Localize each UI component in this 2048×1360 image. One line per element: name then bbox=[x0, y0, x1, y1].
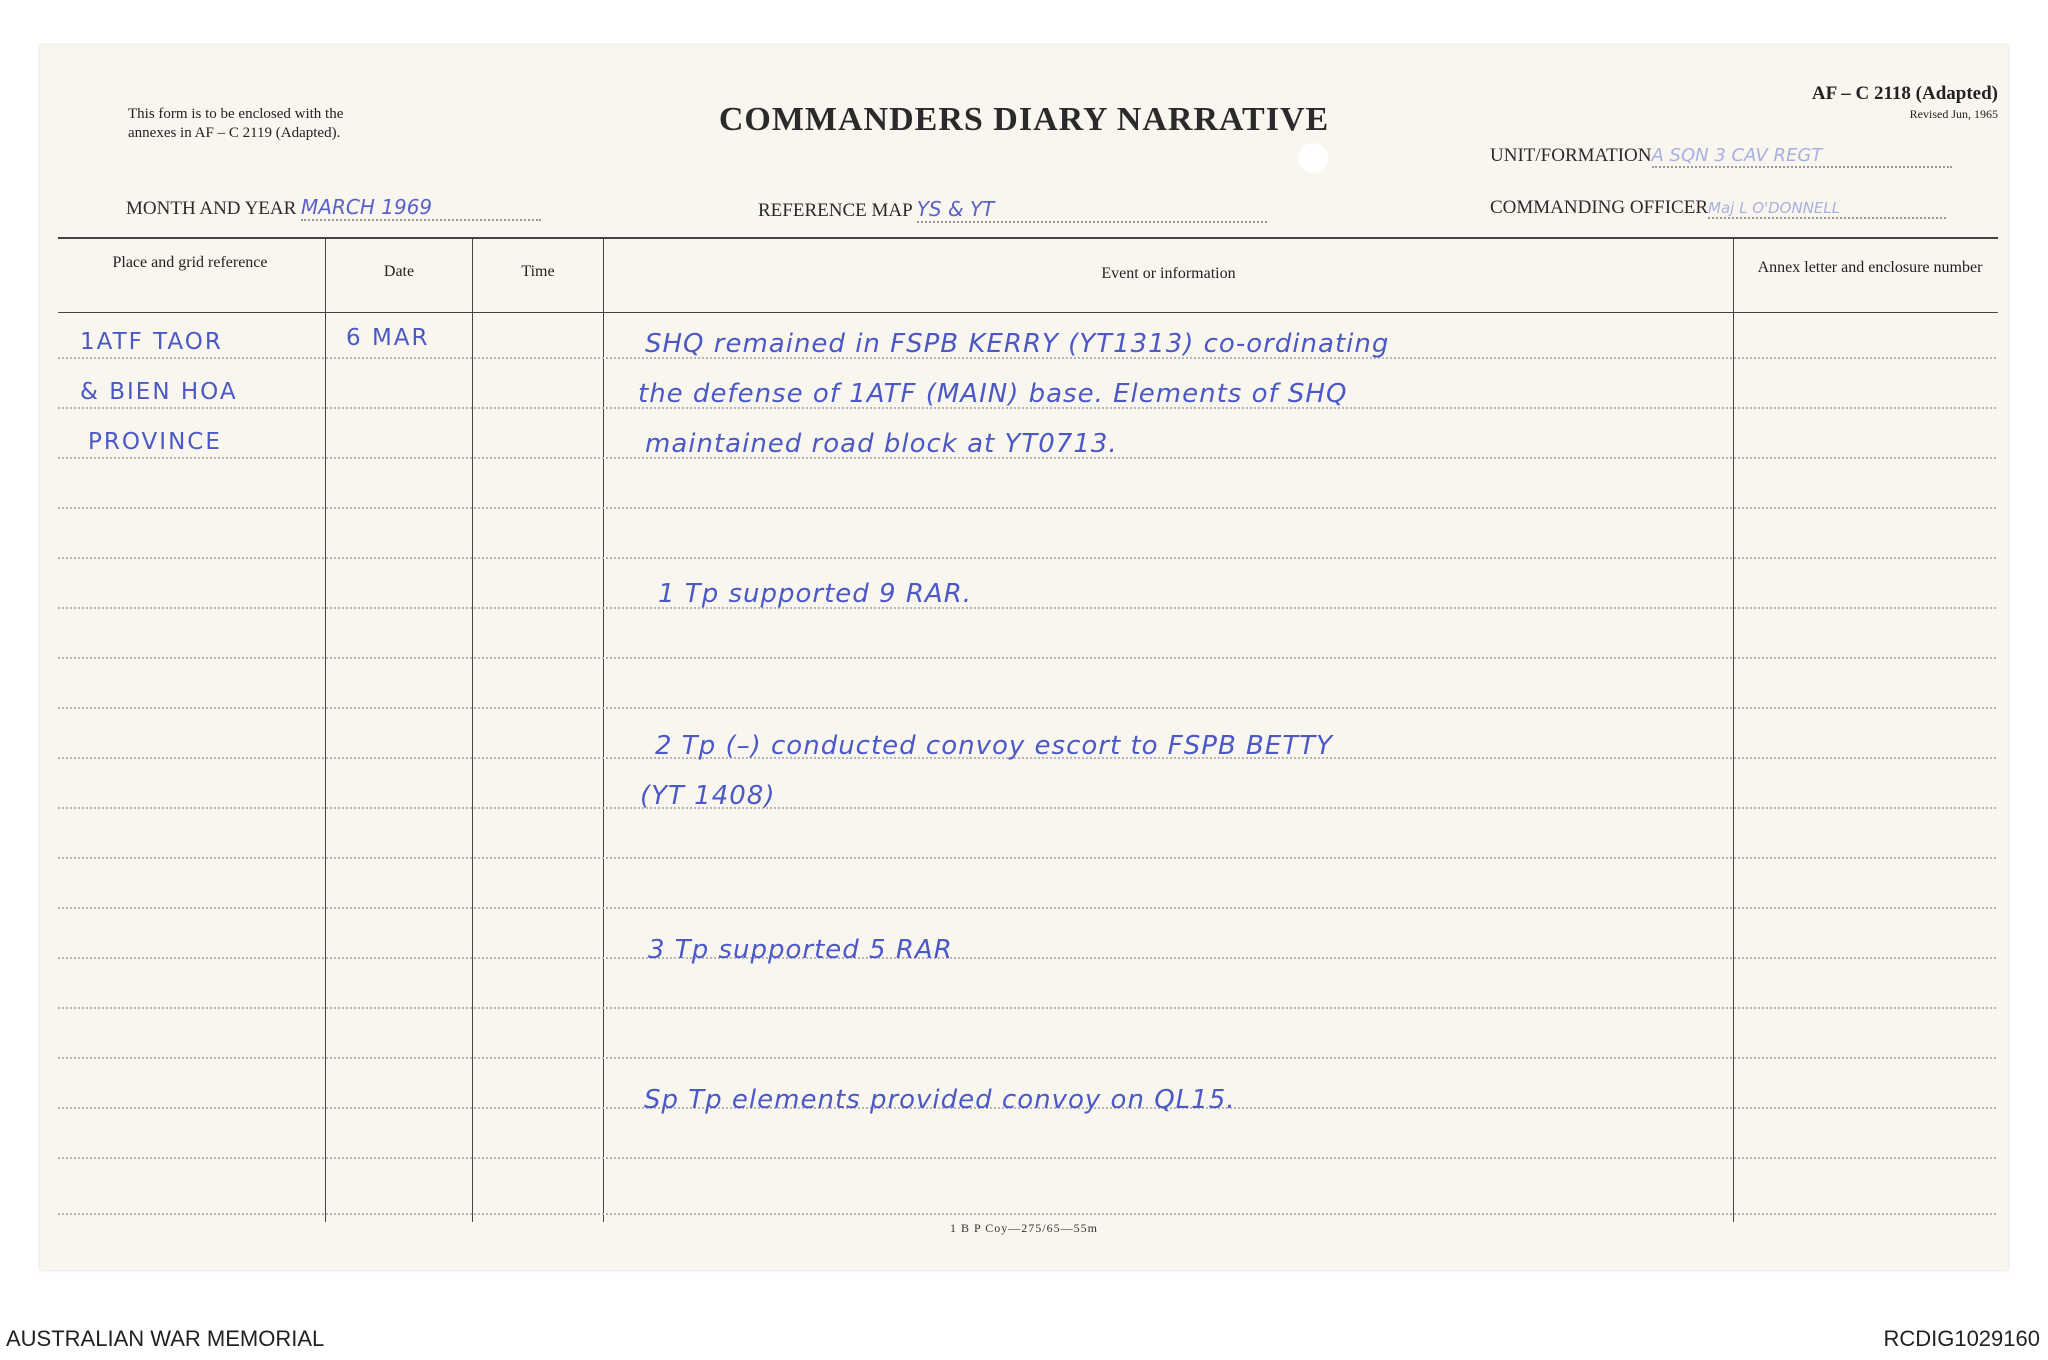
column-header-time: Time bbox=[521, 263, 555, 280]
enclosure-note-line-2: annexes in AF – C 2119 (Adapted). bbox=[128, 125, 341, 141]
column-header-event: Event or information bbox=[1101, 265, 1236, 282]
event-entry-1-line-3: maintained road block at YT0713. bbox=[645, 429, 1118, 459]
ruled-line bbox=[58, 957, 1996, 959]
column-header-place: Place and grid reference bbox=[112, 254, 268, 271]
printer-mark: 1 B P Coy—275/65—55m bbox=[950, 1221, 1098, 1235]
divider-date-time bbox=[472, 237, 473, 1222]
place-line-1: 1ATF TAOR bbox=[80, 329, 223, 355]
ruled-line bbox=[58, 707, 1996, 709]
commanding-officer-value: Maj L O'DONNELL bbox=[1708, 199, 1946, 219]
column-header-annex: Annex letter and enclosure number bbox=[1757, 259, 1983, 276]
place-line-3: PROVINCE bbox=[88, 429, 222, 455]
form-code: AF – C 2118 (Adapted) bbox=[1811, 83, 1998, 104]
divider-time-event bbox=[603, 237, 604, 1222]
column-header-date: Date bbox=[383, 263, 415, 280]
ruled-line bbox=[58, 907, 1996, 909]
ruled-line bbox=[58, 507, 1996, 509]
event-entry-1-line-1: SHQ remained in FSPB KERRY (YT1313) co-ordinating bbox=[645, 329, 1390, 359]
punch-hole bbox=[1298, 143, 1328, 173]
month-year-field bbox=[126, 195, 541, 221]
ruled-line bbox=[58, 557, 1996, 559]
footer-record-id: RCDIG1029160 bbox=[1883, 1326, 2040, 1351]
form-number-block bbox=[1812, 83, 1998, 122]
event-entry-5: Sp Tp elements provided convoy on QL15. bbox=[644, 1085, 1236, 1115]
divider-event-annex bbox=[1733, 237, 1734, 1222]
form-title: COMMANDERS DIARY NARRATIVE bbox=[718, 101, 1330, 138]
unit-formation-value: A SQN 3 CAV REGT bbox=[1652, 145, 1952, 168]
date-entry-1: 6 MAR bbox=[346, 325, 430, 351]
reference-map-label: REFERENCE MAP bbox=[758, 200, 912, 221]
event-entry-4: 3 Tp supported 5 RAR bbox=[648, 935, 953, 965]
diary-form-sheet bbox=[40, 45, 2008, 1270]
commanding-officer-field bbox=[1490, 197, 1946, 219]
ruled-line bbox=[58, 1007, 1996, 1009]
reference-map-value: YS & YT bbox=[917, 197, 1267, 223]
event-entry-3-line-2: (YT 1408) bbox=[640, 781, 776, 811]
commanding-officer-label: COMMANDING OFFICER bbox=[1490, 197, 1708, 218]
event-entry-2: 1 Tp supported 9 RAR. bbox=[658, 579, 973, 609]
event-entry-3-line-1: 2 Tp (–) conducted convoy escort to FSPB BETTY bbox=[655, 731, 1333, 761]
ruled-line bbox=[58, 607, 1996, 609]
ruled-line bbox=[58, 857, 1996, 859]
form-revision: Revised Jun, 1965 bbox=[1909, 107, 1998, 121]
ruled-line bbox=[58, 657, 1996, 659]
footer-institution: AUSTRALIAN WAR MEMORIAL bbox=[6, 1326, 325, 1351]
divider-place-date bbox=[325, 237, 326, 1222]
ruled-line bbox=[58, 1057, 1996, 1059]
ruled-line bbox=[58, 807, 1996, 809]
enclosure-note-line-1: This form is to be enclosed with the bbox=[128, 106, 344, 122]
unit-formation-field bbox=[1490, 145, 1952, 168]
ruled-line bbox=[58, 1157, 1996, 1159]
reference-map-field bbox=[758, 197, 1267, 223]
ruled-line bbox=[58, 1213, 1996, 1215]
place-line-2: & BIEN HOA bbox=[80, 379, 238, 405]
table-header-rule bbox=[58, 312, 1998, 313]
event-entry-1-line-2: the defense of 1ATF (MAIN) base. Elements of SHQ bbox=[638, 379, 1348, 409]
table-top-rule bbox=[58, 237, 1998, 239]
unit-formation-label: UNIT/FORMATION bbox=[1490, 145, 1652, 166]
month-year-value: MARCH 1969 bbox=[301, 195, 541, 221]
month-year-label: MONTH AND YEAR bbox=[126, 198, 297, 219]
